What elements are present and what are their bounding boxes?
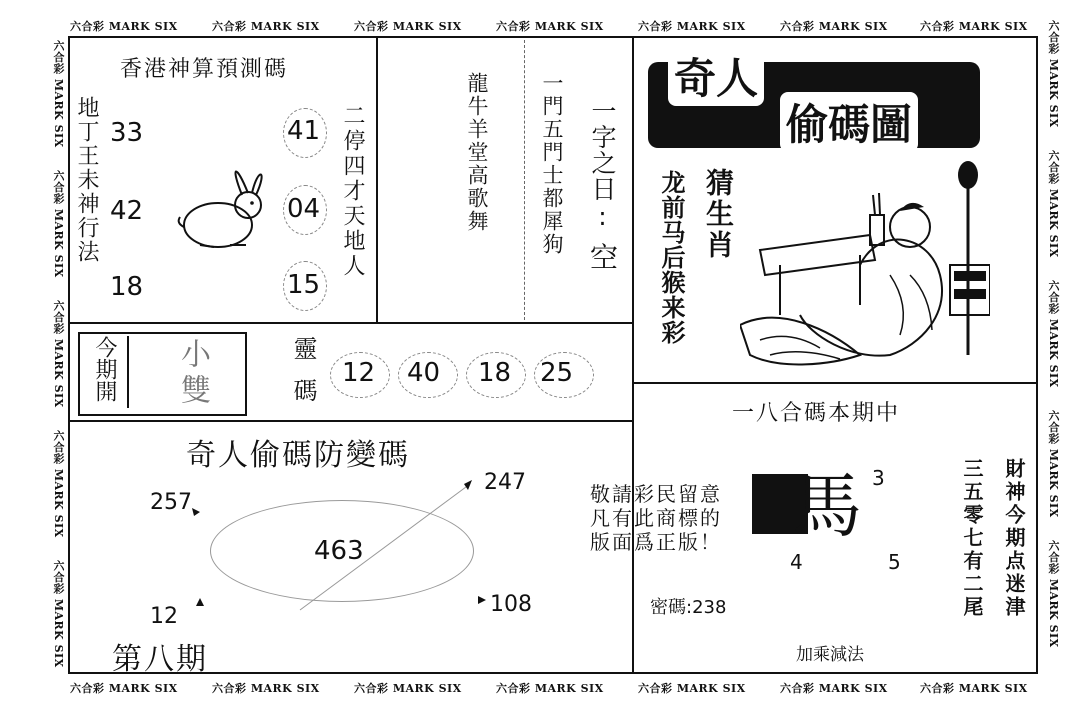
logo-char: 馬 <box>792 465 862 547</box>
border-bottom-text: 六合彩 MARK SIX <box>496 682 604 695</box>
point-label: 257 <box>150 490 192 515</box>
divider <box>68 322 634 324</box>
border-bottom-text: 六合彩 MARK SIX <box>212 682 320 695</box>
border-top-text: 六合彩 MARK SIX <box>496 20 604 33</box>
arrow-lines <box>180 470 510 620</box>
right-vertical-text: 二停四才天地人 <box>340 104 365 279</box>
center-number: 463 <box>314 536 364 566</box>
secret-value: 238 <box>692 597 727 618</box>
number: 04 <box>287 194 321 224</box>
point-label: 12 <box>150 604 178 629</box>
spirit-code-label: 靈碼 <box>289 336 317 420</box>
border-left-text: 六合彩 MARK SIX <box>52 300 65 408</box>
frame-bottom <box>68 672 1038 674</box>
divider <box>376 38 378 324</box>
border-top-text: 六合彩 MARK SIX <box>920 20 1028 33</box>
border-top-text: 六合彩 MARK SIX <box>780 20 888 33</box>
border-right-text: 六合彩 MARK SIX <box>1047 540 1060 648</box>
issue-number: 第八期 <box>112 642 208 677</box>
current-open-label: 今期開 <box>92 336 117 402</box>
divider <box>632 38 634 674</box>
logo-number: 4 <box>790 550 803 574</box>
number: 33 <box>110 118 144 148</box>
left-vertical-text: 地丁王未神行法 <box>74 96 99 264</box>
notice-line: 敬請彩民留意 <box>590 482 722 506</box>
border-bottom-text: 六合彩 MARK SIX <box>920 682 1028 695</box>
dashed-divider <box>524 40 525 320</box>
border-left-text: 六合彩 MARK SIX <box>52 560 65 668</box>
notice-line: 版面爲正版！ <box>590 530 722 554</box>
spirit-number: 25 <box>540 358 574 388</box>
border-bottom-text: 六合彩 MARK SIX <box>638 682 746 695</box>
border-right-text: 六合彩 MARK SIX <box>1047 150 1060 258</box>
number: 18 <box>110 272 144 302</box>
border-left-text: 六合彩 MARK SIX <box>52 40 65 148</box>
logo-number: 3 <box>872 466 885 490</box>
border-left-text: 六合彩 MARK SIX <box>52 170 65 278</box>
method-text: 加乘減法 <box>796 645 864 665</box>
trademark-logo <box>752 466 870 556</box>
middle-column-1: 龍牛羊堂高歌舞 <box>465 72 489 233</box>
border-left-text: 六合彩 MARK SIX <box>52 430 65 538</box>
number: 41 <box>287 116 321 146</box>
scholar-illustration <box>740 155 990 380</box>
notice-line: 凡有此商標的 <box>590 506 722 530</box>
one-char-value: 空 <box>590 241 619 274</box>
section-title: 香港神算預測碼 <box>120 57 289 82</box>
title-line-1: 奇人 <box>668 46 764 106</box>
border-bottom-text: 六合彩 MARK SIX <box>70 682 178 695</box>
border-right-text: 六合彩 MARK SIX <box>1047 410 1060 518</box>
one-eight-title: 一八合碼本期中 <box>732 401 901 426</box>
spirit-number: 40 <box>407 358 441 388</box>
border-bottom-text: 六合彩 MARK SIX <box>354 682 462 695</box>
number: 42 <box>110 196 144 226</box>
title-line-2: 偷碼圖 <box>780 92 918 152</box>
frame-right <box>1036 36 1038 674</box>
one-char-label: 一字之日: <box>588 98 617 232</box>
border-bottom-text: 六合彩 MARK SIX <box>780 682 888 695</box>
border-right-text: 六合彩 MARK SIX <box>1047 280 1060 388</box>
secret-code <box>650 593 726 619</box>
border-top-text: 六合彩 MARK SIX <box>638 20 746 33</box>
guess-zodiac-hint: 龙前马后猴来彩 <box>657 170 685 345</box>
rabbit-icon <box>170 165 270 255</box>
border-top-text: 六合彩 MARK SIX <box>70 20 178 33</box>
logo-number: 5 <box>888 550 901 574</box>
point-label: 247 <box>484 470 526 495</box>
middle-column-2: 一門五門士都犀狗 <box>540 72 564 256</box>
current-open-values: 小雙 <box>175 338 210 410</box>
secret-label: 密碼: <box>650 597 693 618</box>
frame-left <box>68 36 70 674</box>
number: 15 <box>287 270 321 300</box>
defense-title: 奇人偷碼防變碼 <box>186 438 410 473</box>
fortune-column-2: 三五零七有二尾 <box>960 458 984 619</box>
border-top-text: 六合彩 MARK SIX <box>354 20 462 33</box>
spirit-number: 18 <box>478 358 512 388</box>
border-top-text: 六合彩 MARK SIX <box>212 20 320 33</box>
frame-top <box>68 36 1038 38</box>
divider <box>632 382 1038 384</box>
guess-zodiac-heading: 猜生肖 <box>702 168 735 261</box>
fortune-column-1: 財神今期点迷津 <box>1002 458 1026 619</box>
point-label: 108 <box>490 592 532 617</box>
divider <box>68 420 634 422</box>
border-right-text: 六合彩 MARK SIX <box>1047 20 1060 128</box>
spirit-number: 12 <box>342 358 376 388</box>
